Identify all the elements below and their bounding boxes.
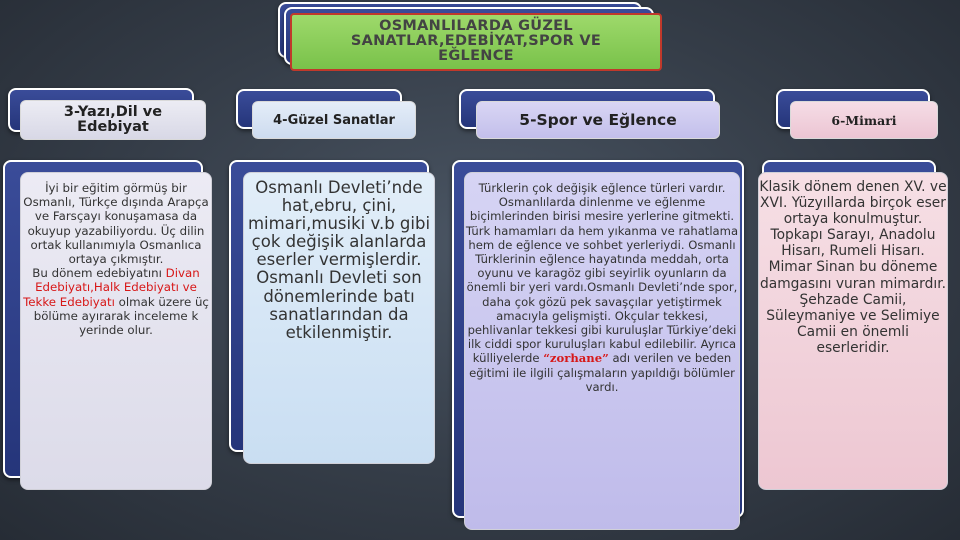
header-guzel-sanatlar: 4-Güzel Sanatlar	[252, 101, 416, 139]
content-1-p2-end: olmak üzere üç bölüme ayırarak inceleme k yerinde olur.	[33, 294, 209, 338]
content-1-paragraph-1: İyi bir eğitim görmüş bir Osmanlı, Türkçe dışında Arapça ve Farsçayı konuşamasa da okuyup yazabiliyordu. Üç dilin ortak kullanımıyla Osmanlıca ortaya çıkmıştır.	[23, 181, 209, 267]
edebiyat-types-highlight: Divan Edebiyatı,Halk Edebiyatı ve Tekke Edebiyatı	[23, 266, 200, 309]
content-1-paragraph-2	[21, 266, 211, 337]
content-3-p2-end: adı verilen ve beden eğitimi ile ilgili çalışmaların yapıldığı bölümler vardı.	[469, 351, 735, 394]
title-line-1: OSMANLILARDA GÜZEL	[379, 18, 573, 34]
content-3-paragraph-2	[465, 224, 739, 394]
zorhane-highlight: “zorhane”	[543, 351, 609, 366]
content-4-text: Klasik dönem denen XV. ve XVI. Yüzyıllarda birçok eser ortaya konulmuştur. Topkapı Sarayı, Anadolu Hisarı, Rumeli Hisarı. Mimar Sinan bu döneme damgasını vuran mimardır. Şehzade Camii, Süleymaniye ve Selimiye Camii en önemli eserleridir.	[759, 179, 947, 356]
content-guzel-sanatlar	[243, 172, 435, 464]
diagram-title	[290, 13, 662, 71]
content-1-p2-start: Bu dönem edebiyatını	[32, 266, 166, 281]
header-yazi-dil-edebiyat	[20, 100, 206, 140]
header-1-line-1: 3-Yazı,Dil ve	[63, 104, 163, 120]
title-line-2: SANATLAR,EDEBİYAT,SPOR VE	[350, 33, 602, 49]
header-1-line-2: Edebiyat	[77, 119, 149, 135]
header-spor-eglence: 5-Spor ve Eğlence	[476, 101, 720, 139]
content-3-p2-start: Türk hamamları da hem yıkanma ve rahatlama hem de eğlence ve sohbet yerleriydi. Osmanlı Türklerinin eğlence hayatında meddah, orta oyunu ve karagöz gibi seyirlik oyunların da önemli bir yeri vardı.Osmanlı Devleti’nde spor, daha çok gözü pek savaşçılar yetiştirmek amacıyla gelişmişti. Okçular tekkesi, pehlivanlar tekkesi gibi kuruluşlar Türkiye’deki ilk ciddi spor kuruluşları kabul edilebilir. Ayrıca külliyelerde	[465, 223, 739, 366]
content-spor-eglence	[464, 172, 740, 530]
content-2-text: Osmanlı Devleti’nde hat,ebru, çini, mimari,musiki v.b gibi çok değişik alanlarda eserler vermişlerdir. Osmanlı Devleti son dönemlerinde batı sanatlarından da etkilenmiştir.	[247, 178, 431, 342]
content-mimari	[758, 172, 948, 490]
content-yazi-dil-edebiyat	[20, 172, 212, 490]
title-line-3: EĞLENCE	[438, 48, 514, 64]
header-mimari: 6-Mimari	[790, 101, 938, 139]
content-3-paragraph-1: Türklerin çok değişik eğlence türleri vardır. Osmanlılarda dinlenme ve eğlenme biçimlerinden birisi mesire yerlerine gitmekti.	[469, 181, 735, 224]
